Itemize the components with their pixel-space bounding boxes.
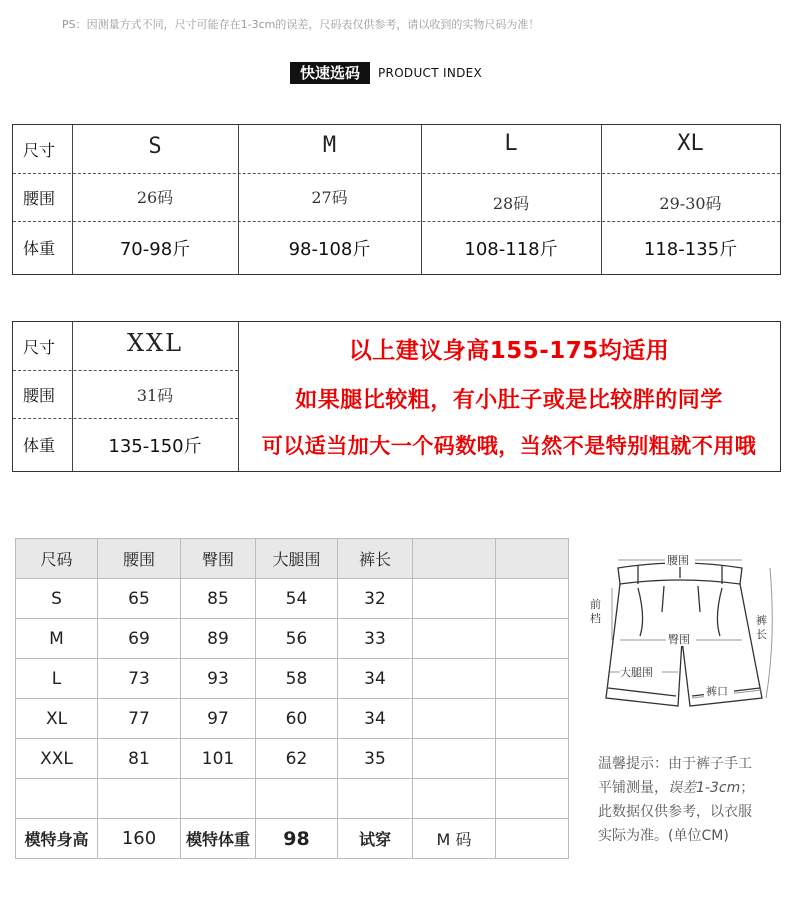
table-cell: 97 [181,699,256,739]
waist-cell: 29-30码 [659,193,722,213]
table-cell [413,699,496,739]
quick-size-table-1 [12,124,781,275]
size-chart-header [16,539,569,579]
table-cell: 69 [98,619,181,659]
table-cell: 58 [256,659,338,699]
size-cell: XL [677,130,704,156]
table-row [16,579,569,619]
header-cell: 臀围 [181,539,256,579]
model-info-row [16,819,569,859]
table-cell [413,619,496,659]
table-cell [181,779,256,819]
title-en: PRODUCT INDEX [378,66,483,80]
notice-line-2: 如果腿比较粗，有小肚子或是比较胖的同学 [295,387,723,413]
table-cell: 32 [338,579,413,619]
table-cell [496,579,569,619]
header-cell: 大腿围 [256,539,338,579]
row-label-size: 尺寸 [23,337,56,357]
table-cell [496,619,569,659]
table-cell: 93 [181,659,256,699]
waist-cell: 31码 [136,385,174,405]
row-label-weight: 体重 [23,436,56,455]
waist-cell: 26码 [136,187,174,207]
model-weight-value: 98 [256,819,338,859]
label-length-2: 长 [756,628,767,641]
table-cell: XL [16,699,98,739]
table-cell [413,579,496,619]
header-cell: 裤长 [338,539,413,579]
table-cell: 73 [98,659,181,699]
try-on-size: M 码 [413,819,496,859]
table-cell [496,779,569,819]
table-cell: 81 [98,739,181,779]
table-cell: 85 [181,579,256,619]
table-row [16,659,569,699]
tip-line-2: 平铺测量，误差1-3cm； [598,780,755,796]
table-cell [256,779,338,819]
table-cell: S [16,579,98,619]
table-cell: M [16,619,98,659]
size-cell: XXL [126,329,184,357]
tip-line-3: 此数据仅供参考，以衣服 [598,804,752,820]
table-cell: 35 [338,739,413,779]
table-cell: 101 [181,739,256,779]
table-cell [496,699,569,739]
table-cell: 65 [98,579,181,619]
table-cell [16,779,98,819]
table-row [16,739,569,779]
label-front-rise-2: 档 [590,612,601,625]
title-cn: 快速选码 [290,62,370,84]
section-title [290,62,482,84]
table-cell: XXL [16,739,98,779]
model-height-value: 160 [98,819,181,859]
size-cell: M [322,132,337,158]
table-cell: 34 [338,659,413,699]
table-cell: 34 [338,699,413,739]
model-weight-label: 模特体重 [181,819,256,859]
label-waist: 腰围 [667,554,689,567]
table-cell [496,739,569,779]
table-cell [496,819,569,859]
table-cell [496,659,569,699]
row-label-waist: 腰围 [23,188,56,208]
row-label-weight: 体重 [23,239,56,258]
table-cell [413,739,496,779]
shorts-measurement-diagram [590,548,780,718]
size-cell: L [504,130,518,156]
tip-line-1: 温馨提示：由于裤子手工 [598,756,752,772]
label-front-rise-1: 前 [590,598,601,611]
notice-line-1: 以上建议身高155-175均适用 [348,337,670,364]
table-cell [98,779,181,819]
weight-cell: 135-150斤 [108,435,202,457]
size-chart-table [15,538,569,859]
table-cell: 60 [256,699,338,739]
shorts-diagram-icon [590,548,780,718]
label-length-1: 裤 [756,614,767,627]
header-cell [413,539,496,579]
measurement-tip [598,752,778,848]
size-cell: S [148,133,162,159]
label-thigh: 大腿围 [620,666,653,679]
try-on-label: 试穿 [338,819,413,859]
measurement-note: PS：因测量方式不同，尺寸可能存在1-3cm的误差，尺码表仅供参考，请以收到的实物尺码为准！ [62,18,540,31]
model-height-label: 模特身高 [16,819,98,859]
table-cell [413,779,496,819]
notice-line-3: 可以适当加大一个码数哦，当然不是特别粗就不用哦 [261,434,757,458]
table-cell [338,779,413,819]
row-label-size: 尺寸 [23,140,56,160]
waist-cell: 27码 [311,187,348,207]
label-hem: 裤口 [706,685,728,698]
weight-cell: 98-108斤 [288,238,371,260]
weight-cell: 108-118斤 [464,238,558,260]
table-row [16,619,569,659]
table-row [16,779,569,819]
header-cell: 尺码 [16,539,98,579]
table-cell: 89 [181,619,256,659]
table-row [16,699,569,739]
table-cell: L [16,659,98,699]
table-cell: 33 [338,619,413,659]
quick-size-table-2 [12,321,781,472]
header-cell [496,539,569,579]
header-cell: 腰围 [98,539,181,579]
table-cell: 77 [98,699,181,739]
table-cell [413,659,496,699]
weight-cell: 118-135斤 [643,238,738,260]
label-hip: 臀围 [668,633,690,646]
row-label-waist: 腰围 [23,385,56,405]
waist-cell: 28码 [492,193,530,213]
weight-cell: 70-98斤 [119,238,191,260]
table-cell: 62 [256,739,338,779]
table-cell: 54 [256,579,338,619]
tip-line-4: 实际为准。(单位CM) [598,828,729,844]
table-cell: 56 [256,619,338,659]
